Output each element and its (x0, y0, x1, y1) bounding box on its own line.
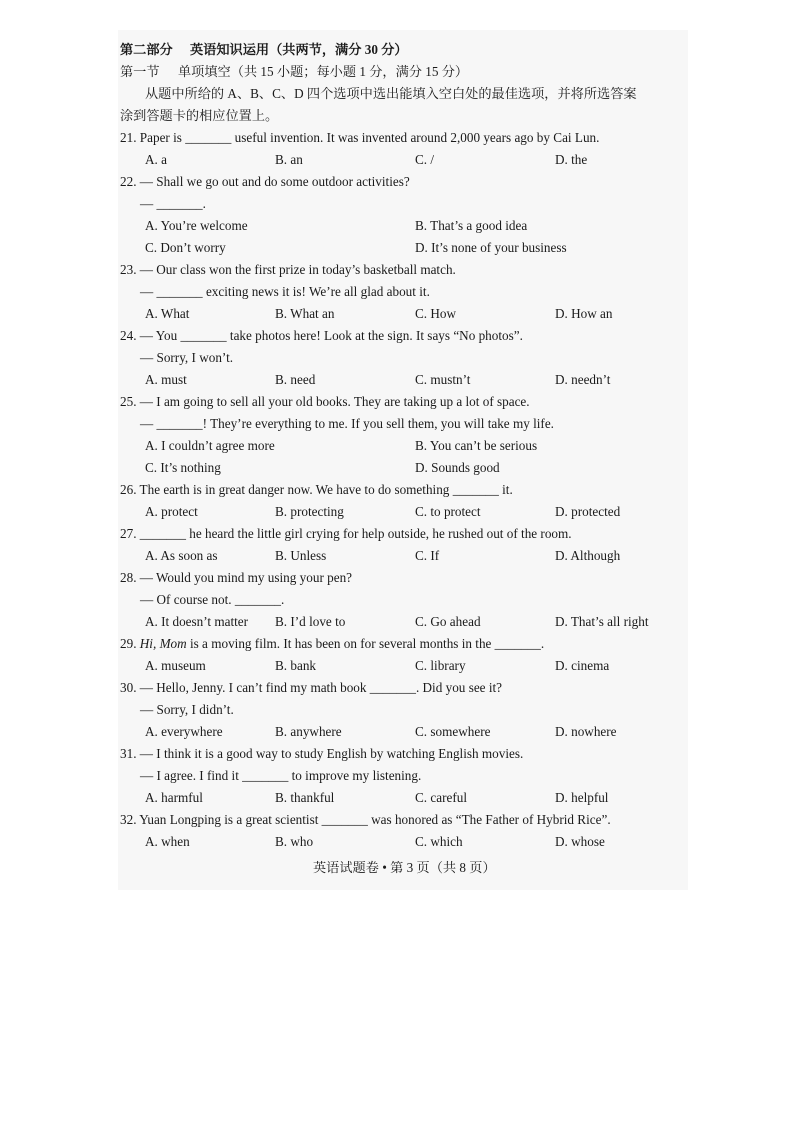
answer-option-d: D. How an (555, 306, 613, 321)
dialogue-line: — _______! They’re everything to me. If you sell them, you will take my life. (140, 416, 554, 431)
answer-option-c: C. to protect (415, 504, 481, 519)
answer-option-b: B. Unless (275, 548, 327, 563)
section-title: 第一节 (120, 64, 160, 79)
dialogue-line: — _______. (140, 196, 206, 211)
dialogue-line: — _______ exciting news it is! We’re all glad about it. (140, 284, 430, 299)
instruction-line-1: 从题中所给的 A、B、C、D 四个选项中选出能填入空白处的最佳选项，并将所选答案 (145, 86, 637, 101)
answer-option-a: A. protect (145, 504, 198, 519)
answer-option-c: C. careful (415, 790, 467, 805)
section-subtitle: 单项填空（共 15 小题；每小题 1 分，满分 15 分） (178, 64, 469, 79)
answer-option-a: A. It doesn’t matter (145, 614, 249, 629)
page-footer: 英语试题卷 • 第 3 页（共 8 页） (313, 860, 496, 875)
question-number: 29. (120, 636, 137, 651)
part-title: 第二部分 (120, 42, 173, 57)
part-subtitle: 英语知识运用（共两节，满分 30 分） (190, 42, 408, 57)
question-stem: 23. — Our class won the first prize in today’s basketball match. (120, 262, 456, 277)
answer-option-b: B. I’d love to (275, 614, 346, 629)
answer-option-c: C. Go ahead (415, 614, 481, 629)
answer-option-c: C. Don’t worry (145, 240, 226, 255)
answer-option-c: C. mustn’t (415, 372, 471, 387)
answer-option-d: D. the (555, 152, 588, 167)
answer-option-d: D. Although (555, 548, 621, 563)
question-stem: 27. _______ he heard the little girl crying for help outside, he rushed out of the room. (120, 526, 572, 541)
answer-option-b: B. protecting (275, 504, 344, 519)
answer-option-c: C. / (415, 152, 435, 167)
answer-option-d: D. nowhere (555, 724, 617, 739)
dialogue-line: — I agree. I find it _______ to improve my listening. (140, 768, 422, 783)
answer-option-a: A. a (145, 152, 167, 167)
question-stem (120, 634, 544, 654)
question-stem: 28. — Would you mind my using your pen? (120, 570, 353, 585)
answer-option-b: B. who (275, 834, 314, 849)
question-stem: 32. Yuan Longping is a great scientist _______ was honored as “The Father of Hybrid Rice”. (120, 812, 611, 827)
answer-option-a: A. What (145, 306, 190, 321)
answer-option-c: C. How (415, 306, 457, 321)
question-stem: 26. The earth is in great danger now. We have to do something _______ it. (120, 482, 513, 497)
answer-option-c: C. which (415, 834, 463, 849)
answer-option-b: B. bank (275, 658, 317, 673)
answer-option-a: A. must (145, 372, 187, 387)
question-stem: 25. — I am going to sell all your old books. They are taking up a lot of space. (120, 394, 530, 409)
answer-option-d: D. That’s all right (555, 614, 649, 629)
answer-option-a: A. harmful (145, 790, 203, 805)
answer-option-b: B. You can’t be serious (415, 438, 538, 453)
answer-option-d: D. cinema (555, 658, 610, 673)
instruction-line-2: 涂到答题卡的相应位置上。 (120, 108, 279, 123)
answer-option-d: D. helpful (555, 790, 609, 805)
answer-option-b: B. need (275, 372, 316, 387)
answer-option-a: A. everywhere (145, 724, 223, 739)
question-stem-rest: is a moving film. It has been on for several months in the _______. (186, 636, 545, 651)
answer-option-b: B. an (275, 152, 303, 167)
answer-option-d: D. Sounds good (415, 460, 500, 475)
film-title: Hi, Mom (139, 636, 187, 651)
answer-option-c: C. If (415, 548, 440, 563)
answer-option-d: D. whose (555, 834, 605, 849)
answer-option-a: A. As soon as (145, 548, 218, 563)
answer-option-b: B. What an (275, 306, 335, 321)
answer-option-b: B. thankful (275, 790, 335, 805)
answer-option-b: B. That’s a good idea (415, 218, 528, 233)
answer-option-d: D. needn’t (555, 372, 611, 387)
question-stem: 24. — You _______ take photos here! Look at the sign. It says “No photos”. (120, 328, 523, 343)
answer-option-a: A. museum (145, 658, 206, 673)
answer-option-d: D. protected (555, 504, 621, 519)
answer-option-a: A. I couldn’t agree more (145, 438, 275, 453)
question-stem: 22. — Shall we go out and do some outdoor activities? (120, 174, 410, 189)
question-stem: 31. — I think it is a good way to study English by watching English movies. (120, 746, 524, 761)
answer-option-c: C. somewhere (415, 724, 491, 739)
dialogue-line: — Sorry, I didn’t. (140, 702, 234, 717)
question-stem: 30. — Hello, Jenny. I can’t find my math book _______. Did you see it? (120, 680, 503, 695)
answer-option-c: C. It’s nothing (145, 460, 221, 475)
dialogue-line: — Sorry, I won’t. (140, 350, 234, 365)
question-stem: 21. Paper is _______ useful invention. It was invented around 2,000 years ago by Cai Lun. (120, 130, 600, 145)
answer-option-a: A. when (145, 834, 190, 849)
answer-option-b: B. anywhere (275, 724, 342, 739)
answer-option-d: D. It’s none of your business (415, 240, 567, 255)
answer-option-c: C. library (415, 658, 466, 673)
dialogue-line: — Of course not. _______. (140, 592, 285, 607)
answer-option-a: A. You’re welcome (145, 218, 248, 233)
